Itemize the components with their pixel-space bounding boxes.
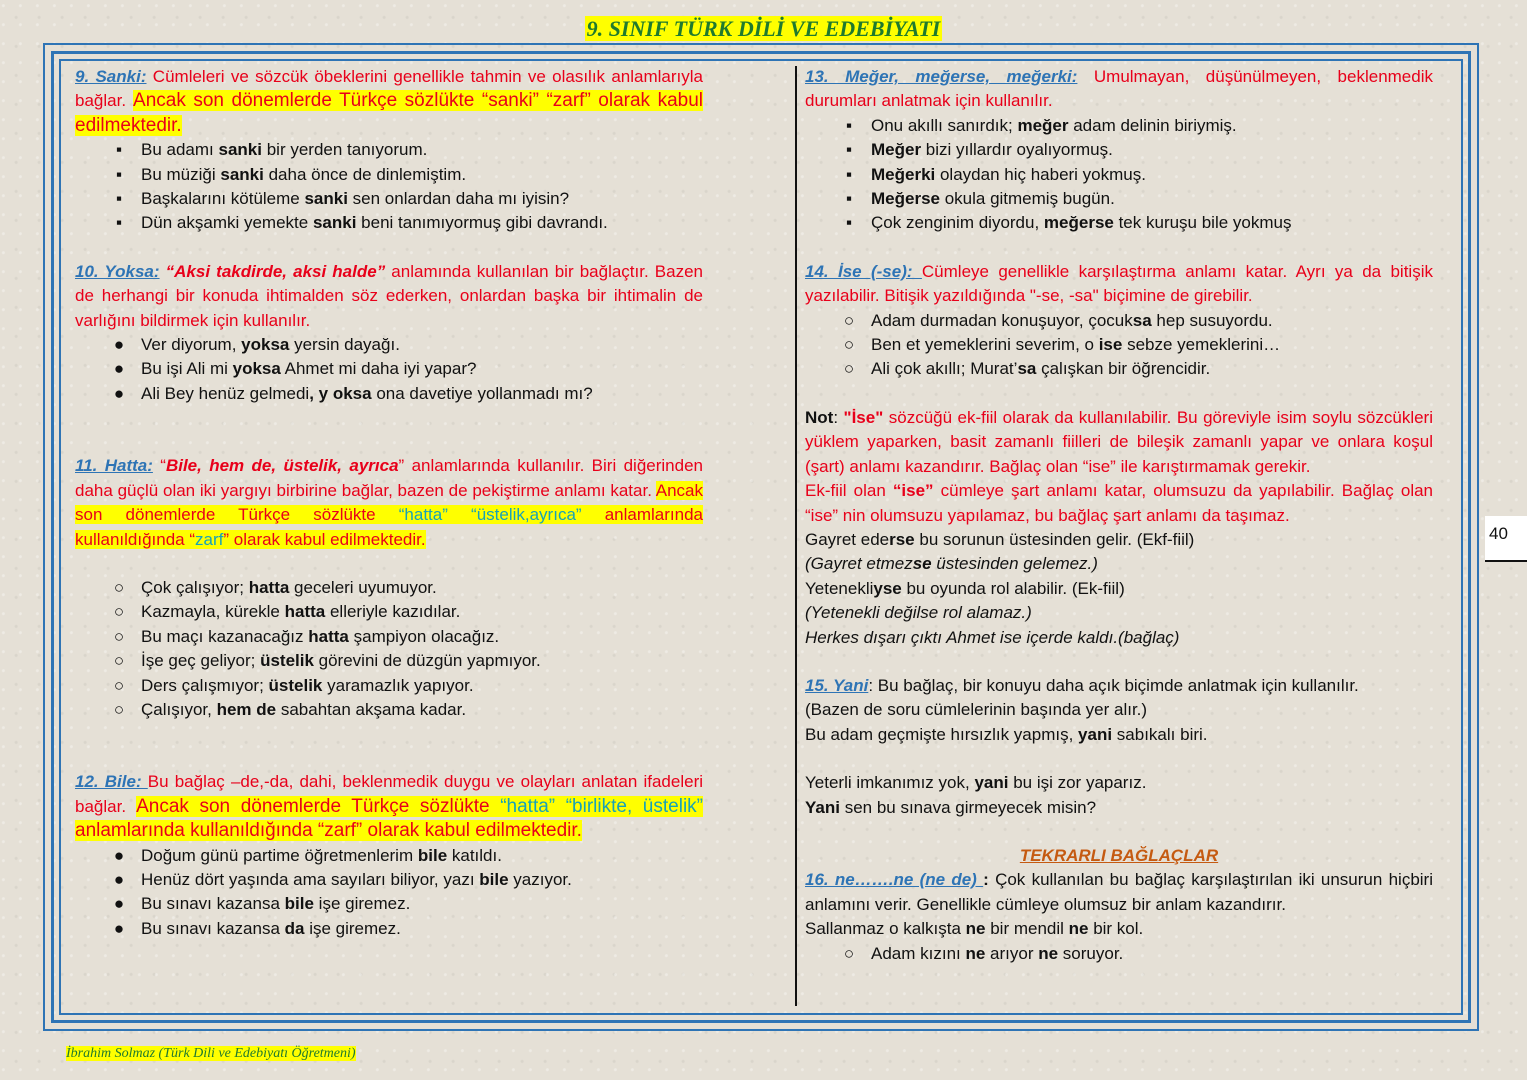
example-list <box>805 309 1433 382</box>
list-item: ▪ Meğer bizi yıllardır oyalıyormuş. <box>805 138 1433 162</box>
list-item: ▪ Çok zenginim diyordu, meğerse tek kuruşu bile yokmuş <box>805 211 1433 235</box>
list-item: ▪ Başkalarını kötüleme sanki sen onlardan daha mı iyisin? <box>75 187 703 211</box>
circle-bullet-icon: ○ <box>843 359 855 379</box>
circle-bullet-icon: ○ <box>113 675 125 695</box>
right-column <box>805 65 1433 966</box>
section-title: 12. Bile: <box>75 772 148 792</box>
square-bullet-icon: ▪ <box>115 164 123 184</box>
note-example: Yetenekliyse bu oyunda rol alabilir. (Ek-fiil) <box>805 578 1125 598</box>
list-item: ○ Ali çok akıllı; Murat’sa çalışkan bir öğrencidir. <box>805 357 1433 381</box>
list-item: ▪ Meğerse okula gitmemiş bugün. <box>805 187 1433 211</box>
list-item: ▪ Dün akşamki yemekte sanki beni tanımıyormuş gibi davrandı. <box>75 211 703 235</box>
list-item: ▪ Meğerki olaydan hiç haberi yokmuş. <box>805 163 1433 187</box>
list-item: ● Bu sınavı kazansa da işe giremez. <box>75 917 703 941</box>
square-bullet-icon: ▪ <box>845 164 853 184</box>
square-bullet-icon: ▪ <box>845 213 853 233</box>
section-meger <box>805 65 1433 236</box>
page-number: 40 <box>1485 516 1527 562</box>
round-bullet-icon: ● <box>113 383 125 403</box>
example-list <box>75 576 703 722</box>
section-title: 16. ne…….ne (ne de) <box>805 870 984 890</box>
square-bullet-icon: ▪ <box>115 213 123 233</box>
note-label: Not <box>805 407 834 427</box>
square-bullet-icon: ▪ <box>115 140 123 160</box>
circle-bullet-icon: ○ <box>113 577 125 597</box>
square-bullet-icon: ▪ <box>845 115 853 135</box>
round-bullet-icon: ● <box>113 918 125 938</box>
section-title: 13. Meğer, meğerse, meğerki: <box>805 67 1078 86</box>
section-title: 14. İse (-se): <box>805 261 922 281</box>
section-ise <box>805 260 1433 382</box>
example-list <box>805 942 1433 966</box>
square-bullet-icon: ▪ <box>845 189 853 209</box>
circle-bullet-icon: ○ <box>843 943 855 963</box>
example-list <box>805 114 1433 236</box>
note-block: Not: "İse" sözcüğü ek-fiil olarak da kullanılabilir. Bu göreviyle isim soylu sözcükleri yüklem yaparken, basit zamanlı fiilleri de bileşik zamanlı yapar ve onlara koşul (şart) anlamı kazandırır. Bağlaç olan “ise” ile karıştırmamak gerekir. Ek-fiil olan “ise” cümleye şart anlamı katar, olumsuzu da yapılabilir. Bağlaç olan “ise” nin olumsuzu yapılamaz, bu bağlaç şart anlamı da taşımaz. Gayret ederse bu sorunun üstesinden gelir. (Ekf-fiil) (Gayret etmezse üstesinden gelemez.) Yetenekliyse bu oyunda rol alabilir. (Ek-fiil) (Yetenekli değilse rol alamaz.) Herkes dışarı çıktı Ahmet ise içerde kaldı.(bağlaç) <box>805 406 1433 650</box>
circle-bullet-icon: ○ <box>843 335 855 355</box>
circle-bullet-icon: ○ <box>113 699 125 719</box>
section-yoksa <box>75 260 703 406</box>
list-item: ● Bu işi Ali mi yoksa Ahmet mi daha iyi yapar? <box>75 357 703 381</box>
list-item: ○ Çok çalışıyor; hatta geceleri uyumuyor. <box>75 576 703 600</box>
section-ne-ne: 16. ne…….ne (ne de) : Çok kullanılan bu bağlaç karşılaştırılan iki unsurun hiçbiri anlamını verir. Genellikle cümleye olumsuz bir anlam kazandırır. Sallanmaz o kalkışta ne bir mendil ne bir kol. ○ Adam kızını ne arıyor ne soruyor. <box>805 868 1433 966</box>
note-example: (Gayret etmezse üstesinden gelemez.) <box>805 554 1098 574</box>
circle-bullet-icon: ○ <box>113 602 125 622</box>
section-quote: Bile, hem de, üstelik, ayrıca <box>165 456 399 476</box>
section-title: 11. Hatta: <box>75 456 153 476</box>
highlight-note: Ancak son dönemlerde Türkçe sözlükte “hatta” “birlikte, üstelik” anlamlarında kullanıldığında “zarf” olarak kabul edilmektedir. <box>75 795 703 842</box>
round-bullet-icon: ● <box>113 335 125 355</box>
list-item: ○ Çalışıyor, hem de sabahtan akşama kadar. <box>75 698 703 722</box>
list-item: ○ Ben et yemeklerini severim, o ise sebze yemeklerini… <box>805 333 1433 357</box>
note-example: Gayret ederse bu sorunun üstesinden gelir. (Ekf-fiil) <box>805 529 1195 549</box>
section-hatta: 11. Hatta: “Bile, hem de, üstelik, ayrıca” anlamlarında kullanılır. Biri diğerinden daha güçlü olan iki yargıyı birbirine bağlar, bazen de pekiştirme anlamı katar. Ancak son dönemlerde Türkçe sözlükte “hatta” “üstelik,ayrıca” anlamlarında kullanıldığında “zarf” olarak kabul edilmektedir. ○ Çok çalışıyor; hatta geceleri uyumuyor. ○ Kazmayla, kürekle hatta elleriyle kazıdılar. ○ Bu maçı kazanacağız hatta şampiyon olacağız. ○ İşe geç geliyor; üstelik görevini de düzgün yapmıyor. ○ Ders çalışmıyor; üstelik yaramazlık yapıyor. ○ Çalışıyor, hem de sabahtan akşama kadar. <box>75 454 703 722</box>
highlight-note: Ancak son dönemlerde Türkçe sözlükte “hatta” “üstelik,ayrıca” anlamlarında kullanıldığında “zarf” olarak kabul edilmektedir. <box>75 480 703 549</box>
circle-bullet-icon: ○ <box>113 651 125 671</box>
example-list <box>75 333 703 406</box>
footer-author: İbrahim Solmaz (Türk Dili ve Edebiyatı Öğretmeni) <box>66 1046 356 1061</box>
section-title: 15. Yani <box>805 675 869 695</box>
section-description: Bu bağlaç –de,-da, dahi, beklenmedik duygu ve olayları anlatan ifadeleri bağlar. <box>75 772 704 816</box>
highlight-note: Ancak son dönemlerde Türkçe sözlükte “sanki” “zarf” olarak kabul edilmektedir. <box>75 90 704 136</box>
section-title: 9. Sanki: <box>75 67 147 86</box>
list-item: ○ Kazmayla, kürekle hatta elleriyle kazıdılar. <box>75 600 703 624</box>
section-description: Cümleleri ve sözcük öbeklerini genellikle tahmin ve olasılık anlamlarıyla bağlar. <box>75 67 703 111</box>
section-description: Umulmayan, düşünülmeyen, beklenmedik durumları anlatmak için kullanılır. <box>805 67 1433 111</box>
circle-bullet-icon: ○ <box>113 626 125 646</box>
section-yani: 15. Yani: Bu bağlaç, bir konuyu daha açık biçimde anlatmak için kullanılır. (Bazen de soru cümlelerinin başında yer alır.) Bu adam geçmişte hırsızlık yapmış, yani sabıkalı biri. Yeterli imkanımız yok, yani bu işi zor yaparız. Yani sen bu sınava girmeyecek misin? <box>805 675 1359 817</box>
list-item: ● Bu sınavı kazansa bile işe giremez. <box>75 892 703 916</box>
column-divider <box>795 66 797 1006</box>
left-column <box>75 65 703 941</box>
section-description: anlamlarında kullanılır. Biri diğerinden daha güçlü olan iki yargıyı birbirine bağlar, bazen de pekiştirme anlamı katar. <box>75 456 703 500</box>
page-title: 9. SINIF TÜRK DİLİ VE EDEBİYATI <box>586 16 941 41</box>
example-list <box>75 844 703 942</box>
list-item: ○ İşe geç geliyor; üstelik görevini de düzgün yapmıyor. <box>75 649 703 673</box>
list-item: ▪ Bu adamı sanki bir yerden tanıyorum. <box>75 138 703 162</box>
note-example: Herkes dışarı çıktı Ahmet ise içerde kaldı.(bağlaç) <box>805 627 1180 647</box>
note-example: (Yetenekli değilse rol alamaz.) <box>805 603 1032 623</box>
section-description: Bu bağlaç, bir konuyu daha açık biçimde anlatmak için kullanılır. <box>873 675 1359 695</box>
round-bullet-icon: ● <box>113 359 125 379</box>
list-item: ○ Bu maçı kazanacağız hatta şampiyon olacağız. <box>75 625 703 649</box>
example-list <box>75 138 703 236</box>
round-bullet-icon: ● <box>113 869 125 889</box>
square-bullet-icon: ▪ <box>845 140 853 160</box>
list-item: ○ Ders çalışmıyor; üstelik yaramazlık yapıyor. <box>75 674 703 698</box>
section-description: Cümleye genellikle karşılaştırma anlamı katar. Ayrı ya da bitişik yazılabilir. Bitişik yazıldığında "-se, -sa" biçimine de girebilir. <box>805 261 1433 306</box>
list-item: ▪ Bu müziği sanki daha önce de dinlemiştim. <box>75 163 703 187</box>
list-item: ● Ali Bey henüz gelmedi, y oksa ona davetiye yollanmadı mı? <box>75 382 703 406</box>
list-item: ○ Adam durmadan konuşuyor, çocuksa hep susuyordu. <box>805 309 1433 333</box>
list-item: ● Doğum günü partime öğretmenlerim bile katıldı. <box>75 844 703 868</box>
list-item: ● Ver diyorum, yoksa yersin dayağı. <box>75 333 703 357</box>
subheading-tekrarli-baglaclar: TEKRARLI BAĞLAÇLAR <box>1019 845 1219 865</box>
list-item: ○ Adam kızını ne arıyor ne soruyor. <box>805 942 1433 966</box>
circle-bullet-icon: ○ <box>843 310 855 330</box>
section-title: 10. Yoksa: <box>75 261 160 281</box>
section-quote: “Aksi takdirde, aksi halde” <box>165 261 386 281</box>
list-item: ● Henüz dört yaşında ama sayıları biliyor, yazı bile yazıyor. <box>75 868 703 892</box>
round-bullet-icon: ● <box>113 845 125 865</box>
section-bile <box>75 770 703 941</box>
section-description: anlamında kullanılan bir bağlaçtır. Bazen de herhangi bir konuda ihtimalden söz ederken, onlardan başka bir ihtimalin de varlığını bildirmek için kullanılır. <box>75 261 703 330</box>
square-bullet-icon: ▪ <box>115 189 123 209</box>
round-bullet-icon: ● <box>113 894 125 914</box>
section-description: Çok kullanılan bu bağlaç karşılaştırılan iki unsurun hiçbiri anlamını verir. Genellikle cümleye olumsuz bir anlam kazandırır. <box>805 870 1433 914</box>
section-sanki <box>75 65 703 236</box>
list-item: ▪ Onu akıllı sanırdık; meğer adam delinin biriymiş. <box>805 114 1433 138</box>
